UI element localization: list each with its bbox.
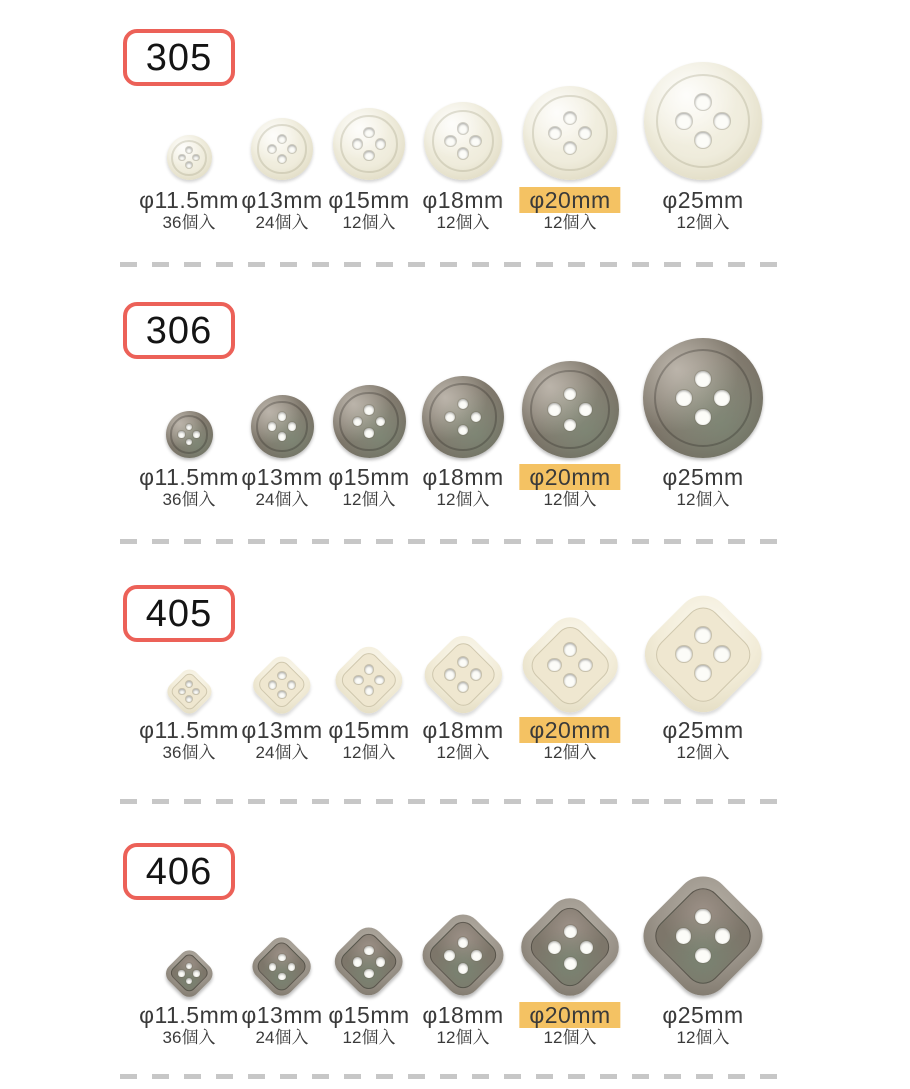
button-holes	[521, 616, 619, 714]
button-hole	[564, 643, 577, 656]
button-hole	[186, 424, 192, 430]
dashed-divider	[120, 539, 790, 544]
button-holes	[643, 594, 763, 714]
button-hole	[548, 659, 561, 672]
quantity-label: 12個入	[676, 490, 730, 509]
button-hole	[676, 113, 691, 128]
size-label: φ11.5mm	[139, 187, 239, 213]
quantity-label: 12個入	[676, 1028, 730, 1047]
quantity-label: 12個入	[342, 213, 396, 232]
button-hole	[364, 405, 373, 414]
quantity-label: 12個入	[676, 213, 730, 232]
button-holes	[422, 376, 504, 458]
button-holes	[424, 102, 502, 180]
button-hole	[445, 412, 456, 423]
button-image	[523, 86, 617, 180]
button-holes	[335, 646, 403, 714]
button-hole	[564, 957, 577, 970]
quantity-label: 12個入	[342, 743, 396, 762]
quantity-label: 24個入	[255, 1028, 309, 1047]
size-label: φ15mm	[328, 717, 410, 743]
button-hole	[354, 676, 363, 685]
size-label: φ18mm	[422, 717, 504, 743]
button-hole	[288, 422, 296, 430]
button-image	[335, 646, 403, 714]
button-hole	[364, 946, 373, 955]
button-image	[333, 385, 406, 458]
button-hole	[288, 963, 296, 971]
size-label: φ11.5mm	[139, 717, 239, 743]
size-label: φ25mm	[662, 187, 744, 213]
quantity-label: 12個入	[436, 1028, 490, 1047]
size-label: φ11.5mm	[139, 1002, 239, 1028]
button-hole	[269, 963, 277, 971]
button-hole	[548, 941, 561, 954]
button-hole	[375, 676, 384, 685]
button-holes	[251, 395, 314, 458]
button-image	[333, 108, 405, 180]
button-hole	[444, 950, 455, 961]
button-hole	[458, 148, 468, 158]
button-hole	[695, 627, 711, 643]
button-hole	[179, 155, 185, 161]
button-hole	[186, 681, 192, 687]
size-label: φ15mm	[328, 187, 410, 213]
button-hole	[564, 419, 577, 432]
button-hole	[715, 928, 731, 944]
button-hole	[193, 155, 199, 161]
button-image	[521, 616, 619, 714]
button-hole	[193, 970, 199, 976]
dashed-divider	[120, 1074, 790, 1079]
size-label: φ13mm	[241, 1002, 323, 1028]
product-code-badge	[123, 843, 235, 900]
button-hole	[564, 925, 577, 938]
button-hole	[695, 909, 711, 925]
button-holes	[642, 875, 764, 997]
button-hole	[695, 132, 710, 147]
button-hole	[353, 139, 362, 148]
button-hole	[364, 128, 373, 137]
button-hole	[695, 409, 711, 425]
button-hole	[364, 151, 373, 160]
button-holes	[167, 135, 212, 180]
button-image	[167, 669, 212, 714]
button-hole	[178, 970, 184, 976]
button-hole	[579, 659, 592, 672]
button-hole	[179, 689, 185, 695]
button-hole	[714, 646, 730, 662]
button-hole	[364, 969, 373, 978]
quantity-label: 12個入	[543, 490, 597, 509]
button-hole	[579, 403, 592, 416]
button-image	[253, 656, 311, 714]
product-code-badge	[123, 302, 235, 359]
button-image	[643, 594, 763, 714]
dashed-divider	[120, 799, 790, 804]
button-image	[643, 338, 763, 458]
button-hole	[564, 674, 577, 687]
button-hole	[278, 973, 286, 981]
button-image	[422, 914, 505, 997]
button-hole	[470, 136, 480, 146]
button-image	[522, 361, 619, 458]
quantity-label: 12個入	[543, 1028, 597, 1047]
product-code-badge	[123, 29, 235, 86]
button-image	[251, 118, 313, 180]
button-hole	[278, 432, 286, 440]
quantity-label: 12個入	[436, 743, 490, 762]
button-hole	[186, 963, 192, 969]
button-holes	[334, 927, 404, 997]
button-hole	[458, 123, 468, 133]
button-hole	[364, 428, 373, 437]
button-holes	[252, 937, 312, 997]
quantity-label: 12個入	[543, 743, 597, 762]
product-code: 306	[145, 309, 213, 352]
quantity-label: 36個入	[162, 1028, 216, 1047]
button-hole	[269, 681, 277, 689]
button-hole	[278, 412, 286, 420]
button-hole	[579, 127, 591, 139]
button-hole	[445, 136, 455, 146]
button-holes	[166, 950, 213, 997]
quantity-label: 12個入	[436, 490, 490, 509]
button-hole	[278, 155, 286, 163]
product-code: 405	[145, 592, 213, 635]
button-hole	[471, 412, 482, 423]
button-holes	[643, 338, 763, 458]
button-hole	[458, 937, 469, 948]
button-hole	[458, 425, 469, 436]
button-hole	[178, 431, 184, 437]
button-hole	[353, 417, 362, 426]
size-label: φ11.5mm	[139, 464, 239, 490]
button-image	[424, 102, 502, 180]
button-hole	[376, 957, 385, 966]
button-hole	[278, 954, 286, 962]
button-image	[422, 376, 504, 458]
button-image	[642, 875, 764, 997]
size-label: φ18mm	[422, 464, 504, 490]
quantity-label: 24個入	[255, 490, 309, 509]
button-hole	[676, 646, 692, 662]
button-hole	[376, 417, 385, 426]
button-holes	[167, 669, 212, 714]
size-label: φ25mm	[662, 1002, 744, 1028]
button-image	[166, 950, 213, 997]
button-hole	[186, 162, 192, 168]
product-code: 406	[145, 850, 213, 893]
size-label: φ25mm	[662, 717, 744, 743]
product-code: 305	[145, 36, 213, 79]
button-hole	[714, 113, 729, 128]
button-image	[167, 135, 212, 180]
button-hole	[548, 403, 561, 416]
quantity-label: 12個入	[436, 213, 490, 232]
size-label-highlighted: φ20mm	[519, 717, 620, 743]
size-label: φ13mm	[241, 717, 323, 743]
button-hole	[186, 978, 192, 984]
dashed-divider	[120, 262, 790, 267]
size-label: φ13mm	[241, 464, 323, 490]
button-hole	[564, 388, 577, 401]
button-hole	[471, 950, 482, 961]
button-image	[520, 897, 620, 997]
button-hole	[564, 112, 576, 124]
size-label: φ25mm	[662, 464, 744, 490]
button-hole	[376, 139, 385, 148]
quantity-label: 12個入	[676, 743, 730, 762]
button-hole	[695, 948, 711, 964]
button-holes	[251, 118, 313, 180]
button-holes	[523, 86, 617, 180]
button-hole	[288, 145, 296, 153]
size-label: φ13mm	[241, 187, 323, 213]
button-hole	[458, 963, 469, 974]
size-label: φ15mm	[328, 464, 410, 490]
size-label-highlighted: φ20mm	[519, 464, 620, 490]
button-image	[251, 395, 314, 458]
button-holes	[333, 108, 405, 180]
quantity-label: 24個入	[255, 213, 309, 232]
quantity-label: 12個入	[342, 1028, 396, 1047]
quantity-label: 12個入	[543, 213, 597, 232]
button-hole	[365, 665, 374, 674]
button-hole	[695, 371, 711, 387]
quantity-label: 36個入	[162, 743, 216, 762]
button-holes	[333, 385, 406, 458]
button-hole	[186, 439, 192, 445]
button-holes	[253, 656, 311, 714]
button-hole	[193, 431, 199, 437]
button-holes	[522, 361, 619, 458]
button-hole	[458, 682, 468, 692]
button-holes	[644, 62, 762, 180]
button-hole	[458, 399, 469, 410]
button-hole	[268, 145, 276, 153]
button-hole	[186, 147, 192, 153]
button-hole	[365, 686, 374, 695]
button-hole	[471, 669, 481, 679]
button-hole	[458, 657, 468, 667]
button-hole	[580, 941, 593, 954]
button-hole	[278, 672, 286, 680]
button-hole	[268, 422, 276, 430]
quantity-label: 36個入	[162, 213, 216, 232]
size-label: φ18mm	[422, 1002, 504, 1028]
button-hole	[695, 94, 710, 109]
size-label: φ18mm	[422, 187, 504, 213]
button-hole	[714, 390, 730, 406]
button-hole	[193, 689, 199, 695]
button-image	[252, 937, 312, 997]
button-hole	[353, 957, 362, 966]
button-image	[334, 927, 404, 997]
button-hole	[186, 696, 192, 702]
button-hole	[549, 127, 561, 139]
button-hole	[445, 669, 455, 679]
quantity-label: 12個入	[342, 490, 396, 509]
size-label-highlighted: φ20mm	[519, 1002, 620, 1028]
product-code-badge	[123, 585, 235, 642]
size-label: φ15mm	[328, 1002, 410, 1028]
button-hole	[695, 665, 711, 681]
button-image	[644, 62, 762, 180]
button-holes	[422, 914, 505, 997]
button-holes	[424, 635, 503, 714]
quantity-label: 36個入	[162, 490, 216, 509]
button-hole	[288, 681, 296, 689]
button-hole	[676, 390, 692, 406]
button-holes	[520, 897, 620, 997]
button-hole	[278, 135, 286, 143]
button-image	[166, 411, 213, 458]
button-image	[424, 635, 503, 714]
button-hole	[278, 691, 286, 699]
button-hole	[676, 928, 692, 944]
size-label-highlighted: φ20mm	[519, 187, 620, 213]
button-holes	[166, 411, 213, 458]
quantity-label: 24個入	[255, 743, 309, 762]
button-hole	[564, 142, 576, 154]
